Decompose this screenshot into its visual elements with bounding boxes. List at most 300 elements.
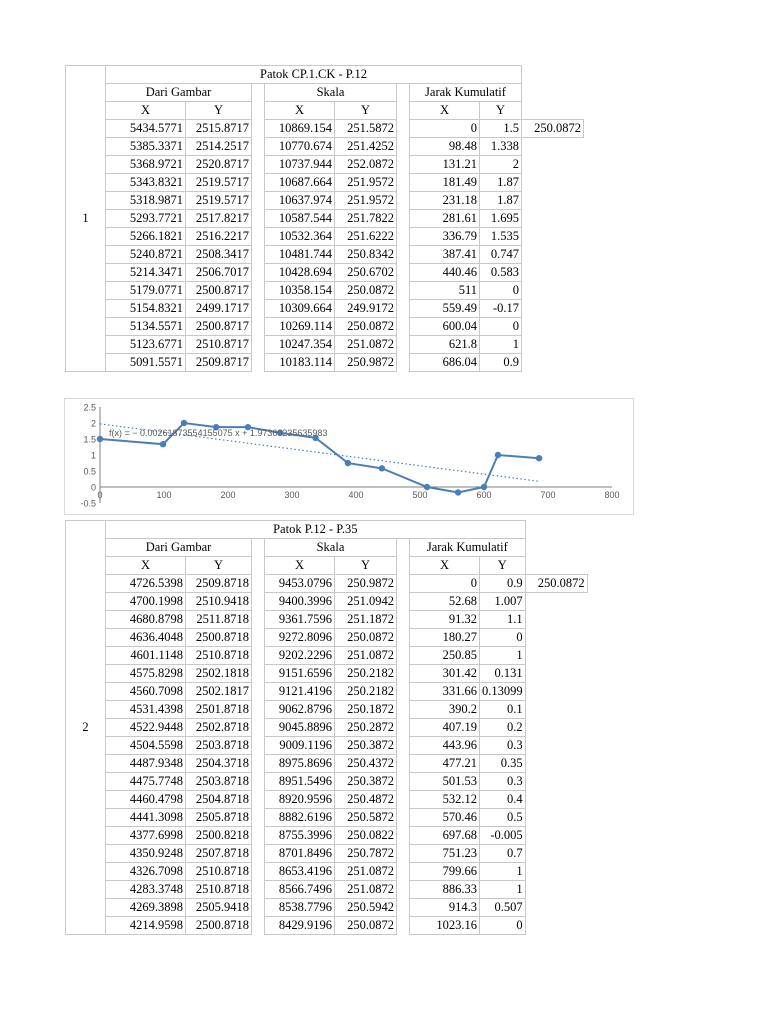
cell-skala-y: 250.1872 xyxy=(335,701,397,719)
spacer-cell xyxy=(252,318,265,336)
spacer-cell xyxy=(252,809,265,827)
cell-gambar-y: 2503.8718 xyxy=(186,737,252,755)
cell-gambar-x: 4726.5398 xyxy=(106,575,186,593)
cell-gambar-x: 4487.9348 xyxy=(106,755,186,773)
cell-gambar-x: 4636.4048 xyxy=(106,629,186,647)
cell-jarak-y: 0.583 xyxy=(480,264,522,282)
cell-jarak-y: 0.747 xyxy=(480,246,522,264)
empty-cell xyxy=(522,138,584,156)
col-header-y: Y xyxy=(335,102,397,120)
table-row xyxy=(66,701,588,719)
cell-skala-x: 9453.0796 xyxy=(265,575,335,593)
data-point xyxy=(160,441,166,447)
xy-header-row xyxy=(66,557,588,575)
cell-gambar-y: 2502.8718 xyxy=(186,719,252,737)
cell-gambar-x: 5154.8321 xyxy=(106,300,186,318)
cell-gambar-x: 4522.9448 xyxy=(106,719,186,737)
spacer-cell xyxy=(252,719,265,737)
spacer-cell xyxy=(252,210,265,228)
spacer-cell xyxy=(397,665,410,683)
cell-jarak-y: 1 xyxy=(480,881,526,899)
cell-skala-x: 9400.3996 xyxy=(265,593,335,611)
spacer-cell xyxy=(397,539,410,557)
patok-index: 2 xyxy=(66,521,106,935)
cell-jarak-x: 914.3 xyxy=(410,899,480,917)
empty-cell xyxy=(525,557,587,575)
cell-skala-x: 9045.8896 xyxy=(265,719,335,737)
cell-gambar-x: 5293.7721 xyxy=(106,210,186,228)
cell-gambar-y: 2510.9418 xyxy=(186,593,252,611)
cell-skala-y: 249.9172 xyxy=(335,300,397,318)
cell-gambar-y: 2520.8717 xyxy=(186,156,252,174)
cell-skala-x: 10587.544 xyxy=(265,210,335,228)
spacer-cell xyxy=(397,336,410,354)
cell-skala-y: 250.2182 xyxy=(335,665,397,683)
empty-cell xyxy=(522,192,584,210)
table-row xyxy=(66,863,588,881)
cell-gambar-x: 5385.3371 xyxy=(106,138,186,156)
spacer-cell xyxy=(252,593,265,611)
cell-gambar-y: 2500.8718 xyxy=(186,629,252,647)
col-header-x: X xyxy=(410,557,480,575)
spacer-cell xyxy=(252,336,265,354)
col-header-x: X xyxy=(265,102,335,120)
cell-skala-y: 251.6222 xyxy=(335,228,397,246)
y-tick-label: 2.5 xyxy=(83,402,96,413)
spacer-cell xyxy=(397,120,410,138)
cell-skala-y: 251.1872 xyxy=(335,611,397,629)
empty-cell xyxy=(525,827,587,845)
cell-gambar-x: 4269.3898 xyxy=(106,899,186,917)
spacer-cell xyxy=(397,102,410,120)
cell-gambar-x: 4377.6998 xyxy=(106,827,186,845)
empty-cell xyxy=(522,66,584,84)
table-row xyxy=(66,683,588,701)
x-tick-label: 700 xyxy=(540,490,556,500)
spacer-cell xyxy=(397,719,410,737)
x-tick-label: 400 xyxy=(348,490,364,500)
table-row xyxy=(66,282,584,300)
spacer-cell xyxy=(252,737,265,755)
cell-jarak-y: 0 xyxy=(480,318,522,336)
cell-jarak-x: 281.61 xyxy=(410,210,480,228)
cell-gambar-y: 2502.1817 xyxy=(186,683,252,701)
table-row xyxy=(66,318,584,336)
table-row xyxy=(66,354,584,372)
cell-jarak-x: 301.42 xyxy=(410,665,480,683)
data-point xyxy=(495,452,501,458)
cell-jarak-x: 181.49 xyxy=(410,174,480,192)
table-row xyxy=(66,228,584,246)
spacer-cell xyxy=(397,156,410,174)
patok-title: Patok P.12 - P.35 xyxy=(106,521,526,539)
cell-skala-x: 10481.744 xyxy=(265,246,335,264)
spacer-cell xyxy=(397,228,410,246)
cell-gambar-y: 2509.8718 xyxy=(186,575,252,593)
cell-jarak-y: 1.695 xyxy=(480,210,522,228)
spacer-cell xyxy=(397,773,410,791)
empty-cell xyxy=(525,611,587,629)
table-row xyxy=(66,336,584,354)
group-skala: Skala xyxy=(265,84,397,102)
spacer-cell xyxy=(397,264,410,282)
xy-header-row xyxy=(66,102,584,120)
spacer-cell xyxy=(397,138,410,156)
spacer-cell xyxy=(397,300,410,318)
table-row xyxy=(66,138,584,156)
empty-cell xyxy=(522,282,584,300)
empty-cell xyxy=(525,917,587,935)
empty-cell xyxy=(525,593,587,611)
cell-skala-y: 250.4872 xyxy=(335,791,397,809)
table-row xyxy=(66,881,588,899)
group-row xyxy=(66,84,584,102)
spacer-cell xyxy=(397,282,410,300)
empty-cell xyxy=(525,539,587,557)
cell-skala-y: 250.8342 xyxy=(335,246,397,264)
cell-gambar-y: 2514.2517 xyxy=(186,138,252,156)
group-dari-gambar: Dari Gambar xyxy=(106,84,252,102)
cell-gambar-x: 5214.3471 xyxy=(106,264,186,282)
col-header-y: Y xyxy=(335,557,397,575)
y-tick-label: 1.5 xyxy=(83,434,96,445)
table-row xyxy=(66,246,584,264)
cell-jarak-x: 443.96 xyxy=(410,737,480,755)
spacer-cell xyxy=(397,354,410,372)
empty-cell xyxy=(525,755,587,773)
y-tick-label: 1 xyxy=(90,450,96,461)
cell-gambar-y: 2500.8717 xyxy=(186,282,252,300)
group-dari-gambar: Dari Gambar xyxy=(106,539,252,557)
cell-skala-y: 250.0822 xyxy=(335,827,397,845)
chart-svg xyxy=(65,399,633,514)
cell-jarak-x: 686.04 xyxy=(410,354,480,372)
cell-jarak-y: 0 xyxy=(480,629,526,647)
empty-cell xyxy=(525,521,587,539)
spacer-cell xyxy=(252,899,265,917)
table-row xyxy=(66,120,584,138)
cell-gambar-x: 4283.3748 xyxy=(106,881,186,899)
spacer-cell xyxy=(252,827,265,845)
cell-gambar-y: 2510.8717 xyxy=(186,336,252,354)
spacer-cell xyxy=(397,683,410,701)
cell-skala-x: 8882.6196 xyxy=(265,809,335,827)
cell-skala-x: 10770.674 xyxy=(265,138,335,156)
chart-jarak-kumulatif xyxy=(64,398,634,515)
cell-skala-y: 250.0872 xyxy=(335,917,397,935)
cell-skala-y: 250.9872 xyxy=(335,575,397,593)
group-jarak-kumulatif: Jarak Kumulatif xyxy=(410,539,526,557)
cell-skala-x: 8920.9596 xyxy=(265,791,335,809)
cell-gambar-y: 2499.1717 xyxy=(186,300,252,318)
empty-cell xyxy=(525,881,587,899)
data-point xyxy=(379,465,385,471)
cell-jarak-y: 1.007 xyxy=(480,593,526,611)
empty-cell xyxy=(522,228,584,246)
cell-skala-x: 10269.114 xyxy=(265,318,335,336)
cell-gambar-y: 2501.8718 xyxy=(186,701,252,719)
table-row xyxy=(66,647,588,665)
spacer-cell xyxy=(252,138,265,156)
cell-skala-x: 9151.6596 xyxy=(265,665,335,683)
cell-jarak-x: 600.04 xyxy=(410,318,480,336)
cell-skala-x: 10737.944 xyxy=(265,156,335,174)
empty-cell xyxy=(525,737,587,755)
cell-skala-y: 250.9872 xyxy=(335,354,397,372)
cell-skala-x: 10358.154 xyxy=(265,282,335,300)
cell-skala-y: 250.5942 xyxy=(335,899,397,917)
cell-jarak-x: 621.8 xyxy=(410,336,480,354)
table-row xyxy=(66,593,588,611)
spacer-cell xyxy=(252,575,265,593)
table-row xyxy=(66,737,588,755)
table-row xyxy=(66,899,588,917)
cell-jarak-x: 52.68 xyxy=(410,593,480,611)
spacer-cell xyxy=(252,174,265,192)
cell-jarak-x: 751.23 xyxy=(410,845,480,863)
empty-cell xyxy=(522,300,584,318)
spacer-cell xyxy=(252,647,265,665)
group-skala: Skala xyxy=(265,539,397,557)
table-row xyxy=(66,665,588,683)
cell-gambar-y: 2519.5717 xyxy=(186,174,252,192)
patok-index: 1 xyxy=(66,66,106,372)
cell-skala-x: 8566.7496 xyxy=(265,881,335,899)
cell-jarak-x: 532.12 xyxy=(410,791,480,809)
cell-reference-elevation: 250.0872 xyxy=(525,575,587,593)
cell-skala-x: 9121.4196 xyxy=(265,683,335,701)
cell-gambar-y: 2515.8717 xyxy=(186,120,252,138)
cell-jarak-y: 1.5 xyxy=(480,120,522,138)
spacer-cell xyxy=(397,246,410,264)
cell-gambar-y: 2503.8718 xyxy=(186,773,252,791)
empty-cell xyxy=(522,354,584,372)
cell-skala-y: 251.5872 xyxy=(335,120,397,138)
cell-jarak-x: 387.41 xyxy=(410,246,480,264)
x-tick-label: 500 xyxy=(412,490,428,500)
cell-skala-x: 9062.8796 xyxy=(265,701,335,719)
cell-skala-y: 251.0872 xyxy=(335,881,397,899)
cell-jarak-y: 1.535 xyxy=(480,228,522,246)
cell-gambar-y: 2505.9418 xyxy=(186,899,252,917)
spacer-cell xyxy=(397,899,410,917)
cell-gambar-x: 4680.8798 xyxy=(106,611,186,629)
cell-skala-y: 250.5872 xyxy=(335,809,397,827)
cell-skala-y: 251.0942 xyxy=(335,593,397,611)
cell-gambar-y: 2500.8717 xyxy=(186,318,252,336)
cell-reference-elevation: 250.0872 xyxy=(522,120,584,138)
spacer-cell xyxy=(252,354,265,372)
empty-cell xyxy=(525,629,587,647)
cell-skala-y: 251.9572 xyxy=(335,192,397,210)
table-row xyxy=(66,719,588,737)
cell-jarak-y: 0.1 xyxy=(480,701,526,719)
cell-skala-y: 251.0872 xyxy=(335,863,397,881)
cell-gambar-x: 4350.9248 xyxy=(106,845,186,863)
cell-skala-x: 9202.2296 xyxy=(265,647,335,665)
cell-skala-y: 250.0872 xyxy=(335,318,397,336)
cell-skala-y: 251.7822 xyxy=(335,210,397,228)
x-tick-label: 100 xyxy=(156,490,172,500)
spacer-cell xyxy=(252,539,265,557)
cell-skala-y: 250.7872 xyxy=(335,845,397,863)
cell-skala-x: 8653.4196 xyxy=(265,863,335,881)
empty-cell xyxy=(525,899,587,917)
col-header-y: Y xyxy=(480,102,522,120)
group-row xyxy=(66,539,588,557)
spacer-cell xyxy=(252,228,265,246)
cell-skala-x: 10183.114 xyxy=(265,354,335,372)
cell-jarak-y: 0.35 xyxy=(480,755,526,773)
empty-cell xyxy=(522,174,584,192)
cell-skala-x: 9361.7596 xyxy=(265,611,335,629)
spacer-cell xyxy=(397,809,410,827)
y-tick-label: -0.5 xyxy=(80,498,96,509)
spacer-cell xyxy=(252,845,265,863)
table-row xyxy=(66,827,588,845)
cell-jarak-x: 570.46 xyxy=(410,809,480,827)
cell-skala-x: 8701.8496 xyxy=(265,845,335,863)
empty-cell xyxy=(525,647,587,665)
table-patok-1 xyxy=(65,65,584,372)
spacer-cell xyxy=(397,917,410,935)
group-jarak-kumulatif: Jarak Kumulatif xyxy=(410,84,522,102)
cell-jarak-y: 0.2 xyxy=(480,719,526,737)
cell-skala-y: 250.0872 xyxy=(335,282,397,300)
col-header-x: X xyxy=(265,557,335,575)
cell-gambar-x: 5123.6771 xyxy=(106,336,186,354)
cell-jarak-y: 0.3 xyxy=(480,773,526,791)
cell-jarak-y: 1 xyxy=(480,336,522,354)
empty-cell xyxy=(525,863,587,881)
spacer-cell xyxy=(397,84,410,102)
table-row xyxy=(66,629,588,647)
data-point xyxy=(345,460,351,466)
table-row xyxy=(66,174,584,192)
spacer-cell xyxy=(397,755,410,773)
spacer-cell xyxy=(252,611,265,629)
table-row xyxy=(66,791,588,809)
cell-gambar-y: 2511.8718 xyxy=(186,611,252,629)
col-header-y: Y xyxy=(480,557,526,575)
col-header-y: Y xyxy=(186,102,252,120)
empty-cell xyxy=(522,102,584,120)
title-row xyxy=(66,66,584,84)
data-point xyxy=(97,436,103,442)
cell-gambar-x: 4575.8298 xyxy=(106,665,186,683)
spacer-cell xyxy=(252,300,265,318)
cell-skala-x: 9272.8096 xyxy=(265,629,335,647)
title-row xyxy=(66,521,588,539)
cell-skala-y: 250.3872 xyxy=(335,773,397,791)
cell-skala-x: 8429.9196 xyxy=(265,917,335,935)
spacer-cell xyxy=(252,917,265,935)
cell-gambar-x: 5318.9871 xyxy=(106,192,186,210)
cell-gambar-x: 4531.4398 xyxy=(106,701,186,719)
cell-skala-x: 10687.664 xyxy=(265,174,335,192)
cell-gambar-x: 4460.4798 xyxy=(106,791,186,809)
empty-cell xyxy=(525,791,587,809)
cell-gambar-y: 2509.8717 xyxy=(186,354,252,372)
table-row xyxy=(66,210,584,228)
cell-gambar-x: 4475.7748 xyxy=(106,773,186,791)
cell-jarak-x: 98.48 xyxy=(410,138,480,156)
y-tick-label: 2 xyxy=(90,418,96,429)
spacer-cell xyxy=(397,611,410,629)
spacer-cell xyxy=(252,84,265,102)
col-header-x: X xyxy=(106,102,186,120)
cell-gambar-y: 2507.8718 xyxy=(186,845,252,863)
cell-jarak-y: 0.9 xyxy=(480,575,526,593)
spacer-cell xyxy=(397,575,410,593)
table-row xyxy=(66,773,588,791)
cell-skala-x: 10247.354 xyxy=(265,336,335,354)
cell-jarak-y: 1.1 xyxy=(480,611,526,629)
cell-skala-x: 10428.694 xyxy=(265,264,335,282)
patok-title: Patok CP.1.CK - P.12 xyxy=(106,66,522,84)
y-tick-label: 0 xyxy=(90,482,96,493)
cell-gambar-x: 5179.0771 xyxy=(106,282,186,300)
empty-cell xyxy=(522,318,584,336)
cell-jarak-x: 886.33 xyxy=(410,881,480,899)
cell-gambar-x: 5266.1821 xyxy=(106,228,186,246)
cell-jarak-x: 697.68 xyxy=(410,827,480,845)
cell-skala-y: 250.6702 xyxy=(335,264,397,282)
cell-gambar-y: 2508.3417 xyxy=(186,246,252,264)
table-row xyxy=(66,755,588,773)
data-point xyxy=(455,489,461,495)
cell-skala-y: 252.0872 xyxy=(335,156,397,174)
cell-jarak-x: 0 xyxy=(410,575,480,593)
cell-jarak-x: 390.2 xyxy=(410,701,480,719)
spacer-cell xyxy=(397,737,410,755)
spacer-cell xyxy=(397,791,410,809)
cell-jarak-y: -0.005 xyxy=(480,827,526,845)
cell-gambar-x: 4441.3098 xyxy=(106,809,186,827)
cell-jarak-x: 440.46 xyxy=(410,264,480,282)
spacer-cell xyxy=(252,120,265,138)
cell-jarak-y: 1.338 xyxy=(480,138,522,156)
cell-gambar-y: 2519.5717 xyxy=(186,192,252,210)
spacer-cell xyxy=(397,629,410,647)
cell-skala-x: 8951.5496 xyxy=(265,773,335,791)
cell-skala-y: 250.2182 xyxy=(335,683,397,701)
spacer-cell xyxy=(397,318,410,336)
table-row xyxy=(66,156,584,174)
cell-jarak-y: 1 xyxy=(480,863,526,881)
cell-gambar-x: 4560.7098 xyxy=(106,683,186,701)
cell-skala-x: 8538.7796 xyxy=(265,899,335,917)
cell-jarak-x: 231.18 xyxy=(410,192,480,210)
cell-skala-x: 9009.1196 xyxy=(265,737,335,755)
spacer-cell xyxy=(252,701,265,719)
spacer-cell xyxy=(252,683,265,701)
cell-jarak-x: 1023.16 xyxy=(410,917,480,935)
spacer-cell xyxy=(397,192,410,210)
spacer-cell xyxy=(397,593,410,611)
cell-gambar-x: 5343.8321 xyxy=(106,174,186,192)
cell-gambar-x: 4326.7098 xyxy=(106,863,186,881)
x-tick-label: 200 xyxy=(220,490,236,500)
cell-jarak-y: -0.17 xyxy=(480,300,522,318)
table-row xyxy=(66,264,584,282)
cell-jarak-x: 331.66 xyxy=(410,683,480,701)
cell-skala-y: 250.4372 xyxy=(335,755,397,773)
cell-gambar-y: 2502.1818 xyxy=(186,665,252,683)
cell-jarak-y: 0.4 xyxy=(480,791,526,809)
cell-gambar-x: 4504.5598 xyxy=(106,737,186,755)
cell-skala-x: 8975.8696 xyxy=(265,755,335,773)
